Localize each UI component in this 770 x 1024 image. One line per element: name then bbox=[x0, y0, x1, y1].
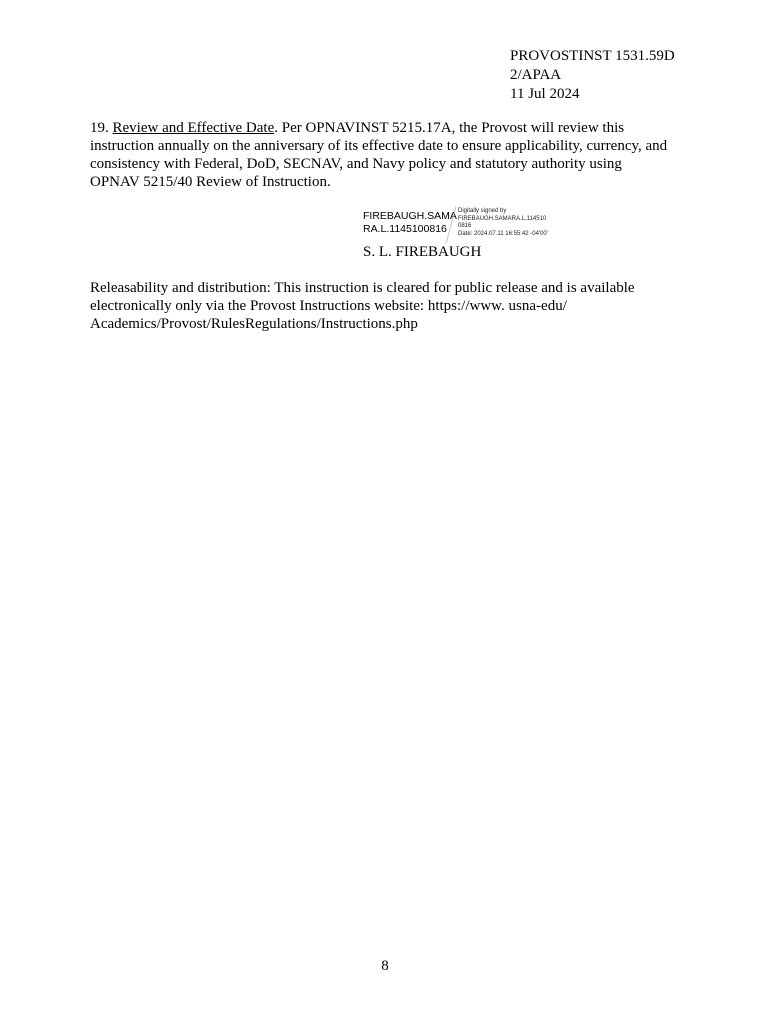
signature-detail-line-4: Date: 2024.07.11 16:55:42 -04'00' bbox=[458, 230, 548, 237]
section-19-line-2: instruction annually on the anniversary of its effective date to ensure applicability, currency, and bbox=[90, 138, 668, 154]
signer-name: S. L. FIREBAUGH bbox=[363, 244, 482, 260]
digital-signature[interactable] bbox=[363, 205, 563, 245]
signature-name-line-1: FIREBAUGH.SAMA bbox=[363, 210, 457, 222]
section-19-line-4: OPNAV 5215/40 Review of Instruction. bbox=[90, 174, 331, 190]
section-19-line-3: consistency with Federal, DoD, SECNAV, and Navy policy and statutory authority using bbox=[90, 156, 622, 172]
section-number: 19. bbox=[90, 120, 113, 136]
signature-name-line-2: RA.L.1145100816 bbox=[363, 223, 447, 235]
document-date: 11 Jul 2024 bbox=[510, 86, 580, 102]
office-code: 2/APAA bbox=[510, 67, 562, 83]
signature-details bbox=[458, 208, 548, 238]
release-line-1: Releasability and distribution: This instruction is cleared for public release and is available bbox=[90, 280, 635, 296]
signature-detail-line-2: FIREBAUGH.SAMARA.L.114510 bbox=[458, 215, 547, 222]
signature-detail-line-3: 0816 bbox=[458, 223, 472, 229]
release-line-2: electronically only via the Provost Instructions website: https://www. usna-edu/ bbox=[90, 298, 567, 314]
document-header bbox=[510, 47, 675, 104]
section-19-line-1 bbox=[90, 119, 690, 137]
signature-detail-line-1: Digitally signed by bbox=[458, 208, 507, 214]
instruction-number: PROVOSTINST 1531.59D bbox=[510, 48, 675, 64]
signature-stroke-icon bbox=[443, 205, 459, 245]
page-number: 8 bbox=[381, 958, 389, 974]
release-line-3: Academics/Provost/RulesRegulations/Instructions.php bbox=[90, 316, 418, 332]
section-19-paragraph bbox=[90, 119, 690, 191]
releasability-paragraph bbox=[90, 279, 690, 333]
section-19-text-start: . Per OPNAVINST 5215.17A, the Provost will review this bbox=[274, 120, 625, 136]
section-heading: Review and Effective Date bbox=[112, 120, 275, 136]
